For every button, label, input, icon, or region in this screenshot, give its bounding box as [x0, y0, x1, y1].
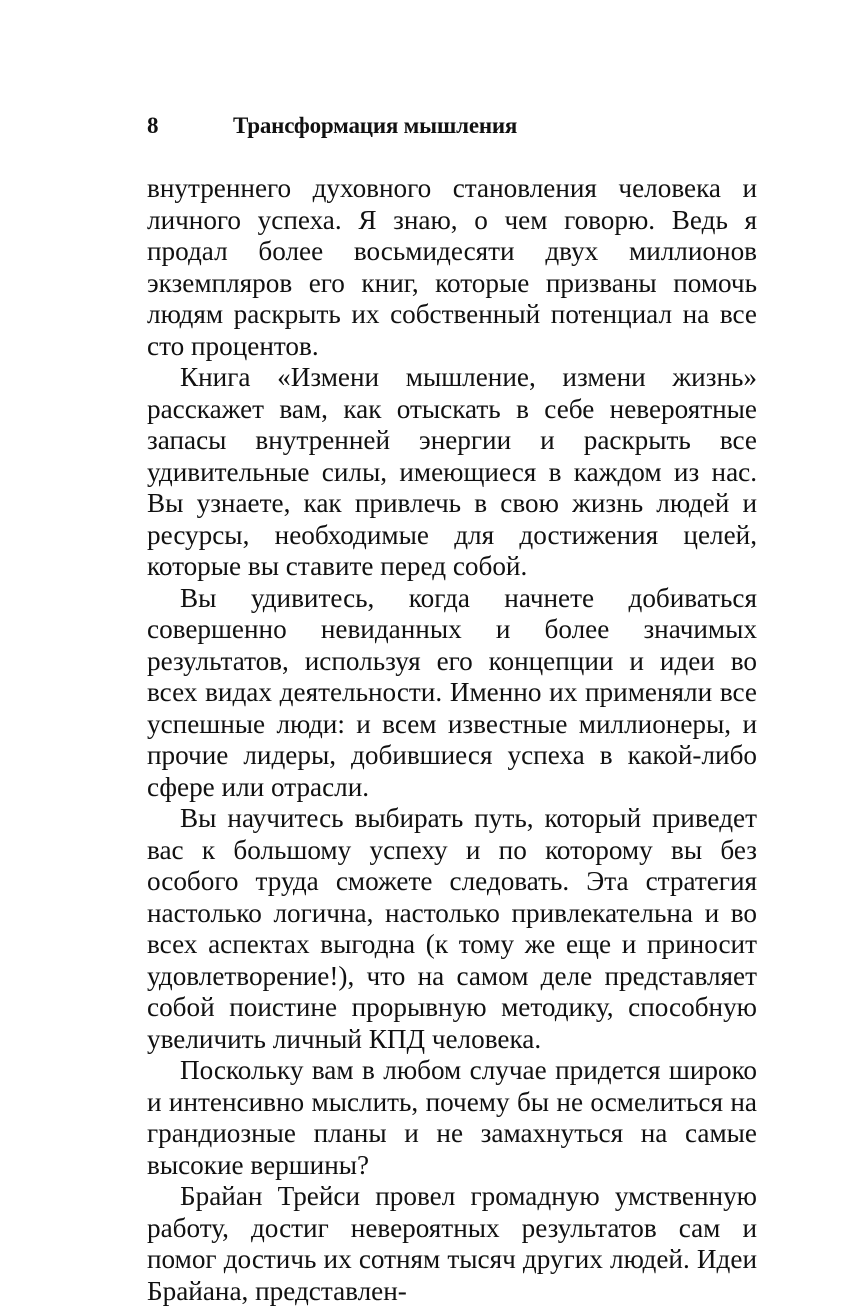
paragraph-5: Поскольку вам в любом случае придется широко и интенсивно мыслить, почему бы не осмелиться на грандиозные планы и не замахнуться на самые высокие вершины? [147, 1055, 757, 1180]
paragraph-4: Вы научитесь выбирать путь, который приведет вас к большому успеху и по которому вы без особого труда сможете следовать. Эта стратегия настолько логична, настолько привлекательна и во всех аспектах выгодна (к тому же еще и приносит удовлетворение!), что на самом деле представляет собой поистине прорывную методику, способную увеличить личный КПД человека. [147, 803, 757, 1054]
running-title: Трансформация мышления [233, 113, 518, 138]
paragraph-2: Книга «Измени мышление, измени жизнь» расскажет вам, как отыскать в себе невероятные запасы внутренней энергии и раскрыть все удивительные силы, имеющиеся в каждом из нас. Вы узнаете, как привлечь в свою жизнь людей и ресурсы, необходимые для достижения целей, которые вы ставите перед собой. [147, 362, 757, 581]
paragraph-3: Вы удивитесь, когда начнете добиваться совершенно невиданных и более значимых результатов, используя его концепции и идеи во всех видах деятельности. Именно их применяли все успешные люди: и всем известные миллионеры, и прочие лидеры, добившиеся успеха в какой-либо сфере или отрасли. [147, 582, 757, 802]
body-text [147, 173, 757, 1307]
paragraph-6: Брайан Трейси провел громадную умственную работу, достиг невероятных результатов сам и помог достичь их сотням тысяч других людей. Идеи Брайана, представлен- [147, 1181, 757, 1306]
page-number: 8 [147, 113, 159, 138]
running-header [147, 113, 757, 145]
paragraph-1: внутреннего духовного становления человека и личного успеха. Я знаю, о чем говорю. Ведь я продал более восьмидесяти двух миллионов экземпляров его книг, которые призваны помочь людям раскрыть их собственный потенциал на все сто процентов. [147, 173, 757, 361]
